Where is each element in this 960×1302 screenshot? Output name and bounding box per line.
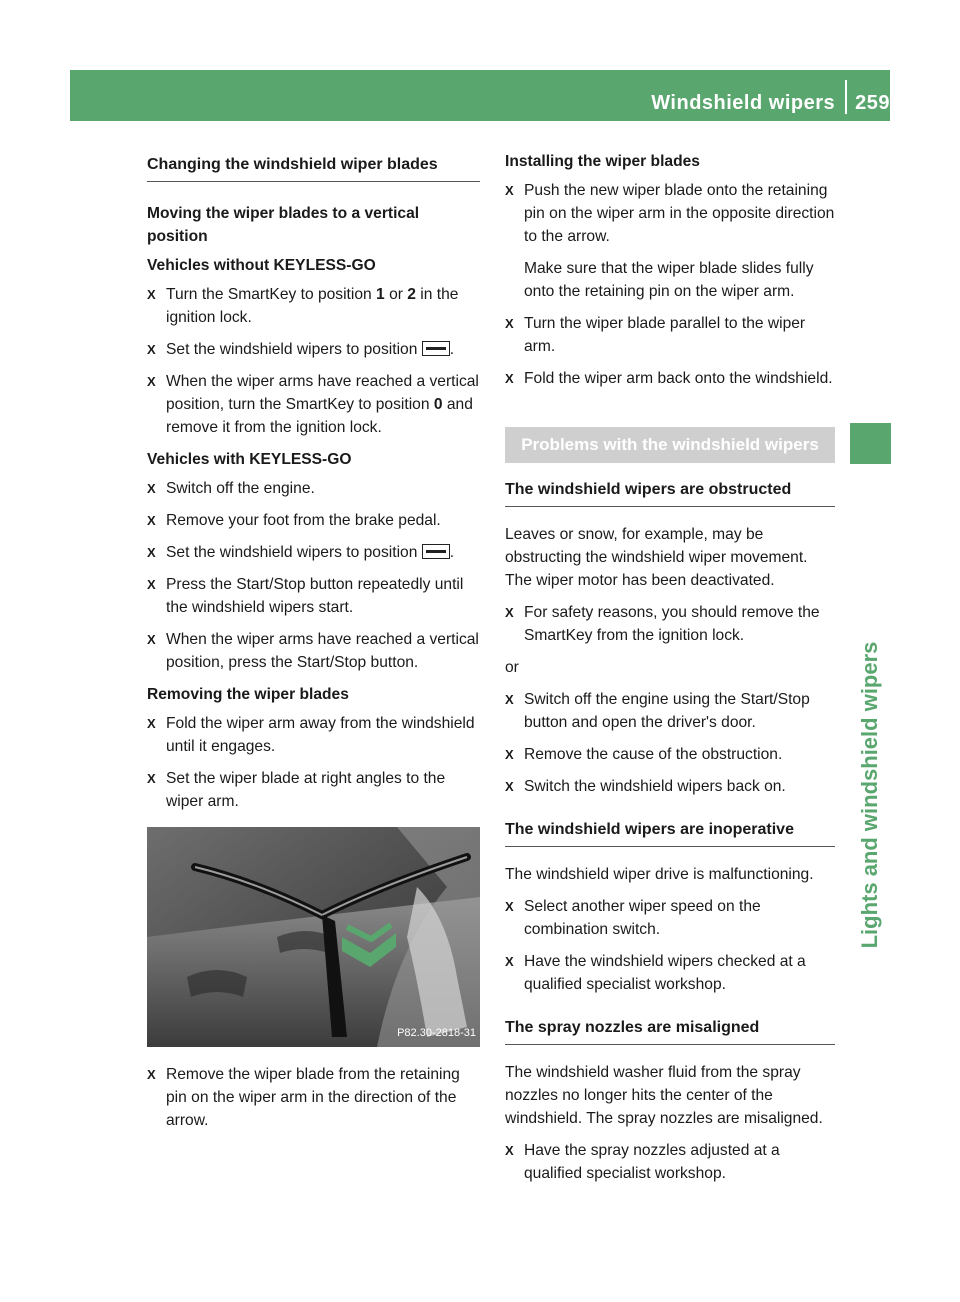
step-text: Set the windshield wipers to position bbox=[166, 544, 422, 561]
step-text: Remove the cause of the obstruction. bbox=[524, 746, 783, 763]
step-text: For safety reasons, you should remove the SmartKey from the ignition lock. bbox=[524, 604, 820, 644]
step-remove-blade bbox=[147, 1063, 480, 1132]
step-marker: X bbox=[505, 183, 514, 198]
step-text: Remove your foot from the brake pedal. bbox=[166, 512, 441, 529]
step-text: Select another wiper speed on the combination switch. bbox=[524, 898, 761, 938]
step-right-angles bbox=[147, 767, 480, 813]
step-marker: X bbox=[147, 287, 156, 302]
wiper-blade-figure bbox=[147, 827, 480, 1047]
step-marker: X bbox=[147, 577, 156, 592]
step-vertical-position bbox=[147, 370, 480, 439]
step-text: Set the windshield wipers to position bbox=[166, 341, 422, 358]
step-marker: X bbox=[505, 779, 514, 794]
step-text: When the wiper arms have reached a vertical position, turn the SmartKey to position bbox=[166, 373, 479, 413]
step-press-start-stop bbox=[147, 573, 480, 619]
right-column bbox=[505, 150, 835, 1194]
step-marker: X bbox=[505, 371, 514, 386]
step-text: Switch the windshield wipers back on. bbox=[524, 778, 786, 795]
section-title: Changing the windshield wiper blades bbox=[147, 150, 480, 182]
vehicles-without-heading: Vehicles without KEYLESS-GO bbox=[147, 257, 376, 274]
left-column bbox=[147, 150, 480, 1141]
step-engine-off bbox=[147, 477, 480, 500]
side-tab-label: Lights and windshield wipers bbox=[857, 641, 882, 949]
figure-code: P82.30-2818-31 bbox=[397, 1027, 476, 1039]
step-turn-smartkey bbox=[147, 283, 480, 329]
step-marker: X bbox=[147, 342, 156, 357]
step-marker: X bbox=[147, 632, 156, 647]
position-2: 2 bbox=[407, 286, 416, 303]
step-fold-arm bbox=[147, 712, 480, 758]
obstructed-title: The windshield wipers are obstructed bbox=[505, 475, 835, 507]
vehicles-with-heading: Vehicles with KEYLESS-GO bbox=[147, 451, 352, 468]
step-remove-smartkey bbox=[505, 601, 835, 647]
step-text: Have the spray nozzles adjusted at a qualified specialist workshop. bbox=[524, 1142, 780, 1182]
step-text: Fold the wiper arm back onto the windshield. bbox=[524, 370, 833, 387]
step-turn-parallel bbox=[505, 312, 835, 358]
step-marker: X bbox=[147, 545, 156, 560]
step-marker: X bbox=[505, 954, 514, 969]
installing-heading: Installing the wiper blades bbox=[505, 153, 700, 170]
step-text: and remove it from the ignition lock. bbox=[166, 396, 473, 436]
removing-heading: Removing the wiper blades bbox=[147, 686, 349, 703]
wiper-illustration bbox=[147, 827, 480, 1047]
step-text: Switch off the engine. bbox=[166, 480, 315, 497]
step-marker: X bbox=[147, 481, 156, 496]
step-marker: X bbox=[505, 605, 514, 620]
step-marker: X bbox=[505, 899, 514, 914]
spray-text: The windshield washer fluid from the spray nozzles no longer hits the center of the windshield. The spray nozzles are misaligned. bbox=[505, 1064, 823, 1127]
inoperative-title: The windshield wipers are inoperative bbox=[505, 815, 835, 847]
step-brake-pedal bbox=[147, 509, 480, 532]
step-text: Turn the wiper blade parallel to the wiper arm. bbox=[524, 315, 806, 355]
step-marker: X bbox=[147, 374, 156, 389]
step-set-wipers-keyless bbox=[147, 541, 480, 564]
step-text: . bbox=[449, 341, 455, 358]
inoperative-text: The windshield wiper drive is malfunctioning. bbox=[505, 866, 814, 883]
step-text: When the wiper arms have reached a vertical position, press the Start/Stop button. bbox=[166, 631, 479, 671]
step-wipers-checked bbox=[505, 950, 835, 996]
step-text: Turn the SmartKey to position bbox=[166, 286, 377, 303]
step-text: or bbox=[384, 286, 408, 303]
step-engine-off-door bbox=[505, 688, 835, 734]
step-text: Fold the wiper arm away from the windshield until it engages. bbox=[166, 715, 475, 755]
position-1: 1 bbox=[376, 286, 385, 303]
step-vertical-keyless bbox=[147, 628, 480, 674]
step-text: Push the new wiper blade onto the retaining pin on the wiper arm in the opposite direction to the arrow. bbox=[524, 182, 835, 245]
header-title bbox=[651, 88, 890, 118]
step-wipers-on bbox=[505, 775, 835, 798]
step-text: Remove the wiper blade from the retaining pin on the wiper arm in the direction of the arrow. bbox=[166, 1066, 460, 1129]
step-text: in the ignition lock. bbox=[166, 286, 459, 326]
spray-title: The spray nozzles are misaligned bbox=[505, 1013, 835, 1045]
step-marker: X bbox=[147, 1067, 156, 1082]
step-marker: X bbox=[147, 513, 156, 528]
move-heading bbox=[147, 202, 480, 248]
step-marker: X bbox=[505, 747, 514, 762]
move-heading-line2: position bbox=[147, 228, 208, 245]
step-text: Have the windshield wipers checked at a qualified specialist workshop. bbox=[524, 953, 806, 993]
or-text: or bbox=[505, 659, 519, 676]
step-marker: X bbox=[147, 771, 156, 786]
step-marker: X bbox=[505, 692, 514, 707]
step-text: Switch off the engine using the Start/Stop button and open the driver's door. bbox=[524, 691, 810, 731]
wiper-position-icon bbox=[422, 341, 450, 356]
header-separator bbox=[845, 80, 847, 114]
step-text: Press the Start/Stop button repeatedly until the windshield wipers start. bbox=[166, 576, 464, 616]
step-marker: X bbox=[505, 316, 514, 331]
position-0: 0 bbox=[433, 396, 443, 413]
install-note: Make sure that the wiper blade slides fully onto the retaining pin on the wiper arm. bbox=[524, 260, 814, 300]
wiper-position-icon bbox=[422, 544, 450, 559]
step-fold-back bbox=[505, 367, 835, 390]
step-marker: X bbox=[147, 716, 156, 731]
step-push-blade bbox=[505, 179, 835, 248]
step-text: . bbox=[449, 544, 455, 561]
step-adjust-nozzles bbox=[505, 1139, 835, 1185]
step-marker: X bbox=[505, 1143, 514, 1158]
move-heading-line1: Moving the wiper blades to a vertical bbox=[147, 205, 420, 222]
step-remove-cause bbox=[505, 743, 835, 766]
page-number: 259 bbox=[855, 91, 890, 114]
chapter-title: Windshield wipers bbox=[651, 91, 836, 114]
side-tab-marker bbox=[850, 423, 891, 464]
step-another-speed bbox=[505, 895, 835, 941]
problems-heading: Problems with the windshield wipers bbox=[505, 427, 835, 463]
step-set-wipers bbox=[147, 338, 480, 361]
obstructed-text: Leaves or snow, for example, may be obstructing the windshield wiper movement. The wiper motor has been deactivated. bbox=[505, 526, 808, 589]
step-text: Set the wiper blade at right angles to the wiper arm. bbox=[166, 770, 446, 810]
